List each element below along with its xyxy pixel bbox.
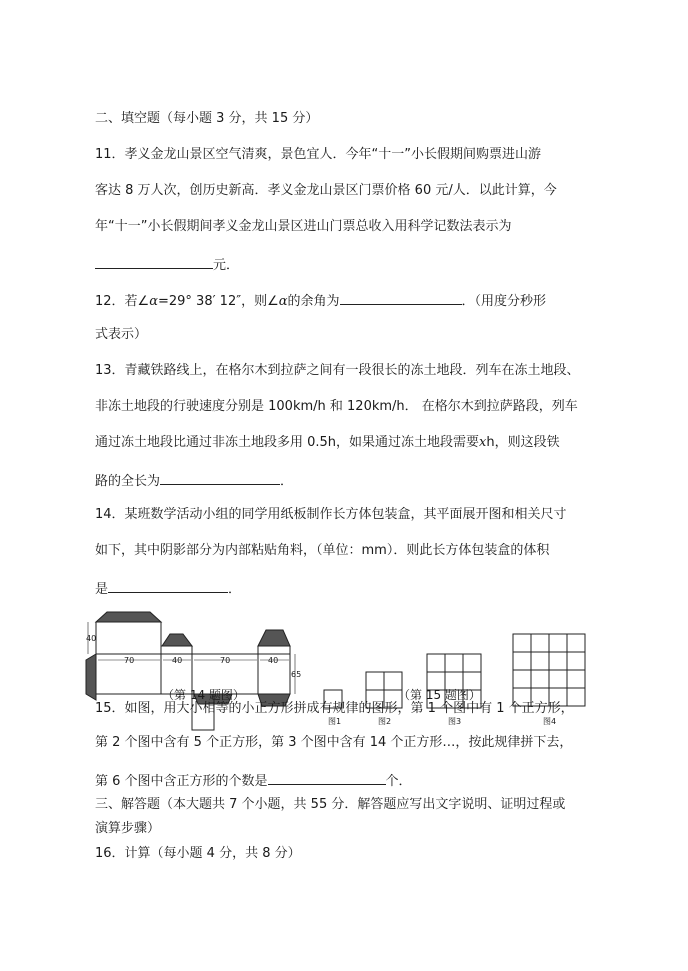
grid-label-3: 图3 <box>448 717 462 726</box>
dim-label: 70 <box>220 656 231 665</box>
q15-line3 <box>95 770 412 791</box>
q14-tail: ． <box>228 582 242 597</box>
q13-line3a: 通过冻土地段比通过非冻土地段多用 0.5h，如果通过冻土地段需要 <box>95 435 480 450</box>
q11-line3: 年“十一”小长假期间孝义金龙山景区进山门票总收入用科学记数法表示为 <box>95 219 512 234</box>
q13-line1: 13．青藏铁路线上，在格尔木到拉萨之间有一段很长的冻土地段．列车在冻土地段、 <box>95 363 580 378</box>
grid-label-1: 图1 <box>328 717 342 726</box>
section-3-line2: 演算步骤） <box>95 821 161 836</box>
q12-prefix: 12．若∠ <box>95 294 150 309</box>
dim-label: 40 <box>268 656 279 665</box>
q16-heading: 16．计算（每小题 4 分，共 8 分） <box>95 846 301 861</box>
q15-answer-blank[interactable] <box>268 770 386 785</box>
alpha-symbol-2: α <box>278 294 288 309</box>
q12-mid: =29° 38′ 12″，则∠ <box>157 294 279 309</box>
q12-line2: 式表示） <box>95 327 148 342</box>
section-3-line1: 三、解答题（本大题共 7 个小题，共 55 分．解答题应写出文字说明、证明过程或 <box>95 797 566 812</box>
dim-label: 70 <box>124 656 135 665</box>
figure-15-caption: （第 15 题图） <box>398 688 481 702</box>
x-variable: x <box>479 435 487 450</box>
grid-label-2: 图2 <box>378 717 392 726</box>
q13-line2: 非冻土地段的行驶速度分别是 100km/h 和 120km/h． 在格尔木到拉萨路段，列车 <box>95 399 578 414</box>
q11-tail: 元． <box>213 258 240 273</box>
q11-line2: 客达 8 万人次，创历史新高．孝义金龙山景区门票价格 60 元/人．以此计算，今 <box>95 183 557 198</box>
q13-tail: ． <box>280 474 294 489</box>
q15-line3a: 第 6 个图中含正方形的个数是 <box>95 774 268 789</box>
dim-label: 40 <box>86 634 97 643</box>
q13-line3b: h，则这段铁 <box>486 435 560 450</box>
dim-label: 65 <box>291 670 302 679</box>
alpha-symbol: α <box>149 294 158 309</box>
q12-mid2: 的余角为 <box>287 294 340 309</box>
q12-tail: ．（用度分秒形 <box>461 294 547 309</box>
section-2-heading: 二、填空题（每小题 3 分，共 15 分） <box>95 111 319 126</box>
q14-line3a: 是 <box>95 582 109 597</box>
q14-line2: 如下，其中阴影部分为内部粘贴角料，（单位：mm）．则此长方体包装盒的体积 <box>95 543 550 558</box>
q13-line4a: 路的全长为 <box>95 474 161 489</box>
figure-14-caption: （第 14 题图） <box>162 688 245 702</box>
q15-tail: 个． <box>385 774 412 789</box>
q15-line1: 15．如图，用大小相等的小正方形拼成有规律的图形，第 1 个图中有 1 个正方形， <box>95 701 574 716</box>
q14-line1: 14．某班数学活动小组的同学用纸板制作长方体包装盒，其平面展开图和相关尺寸 <box>95 507 567 522</box>
grid-label-4: 图4 <box>543 717 557 726</box>
q11-line1: 11．孝义金龙山景区空气清爽，景色宜人．今年“十一”小长假期间购票进山游 <box>95 147 542 162</box>
q15-line2: 第 2 个图中含有 5 个正方形，第 3 个图中含有 14 个正方形…，按此规律拼下去， <box>95 735 573 750</box>
dim-label: 40 <box>172 656 183 665</box>
